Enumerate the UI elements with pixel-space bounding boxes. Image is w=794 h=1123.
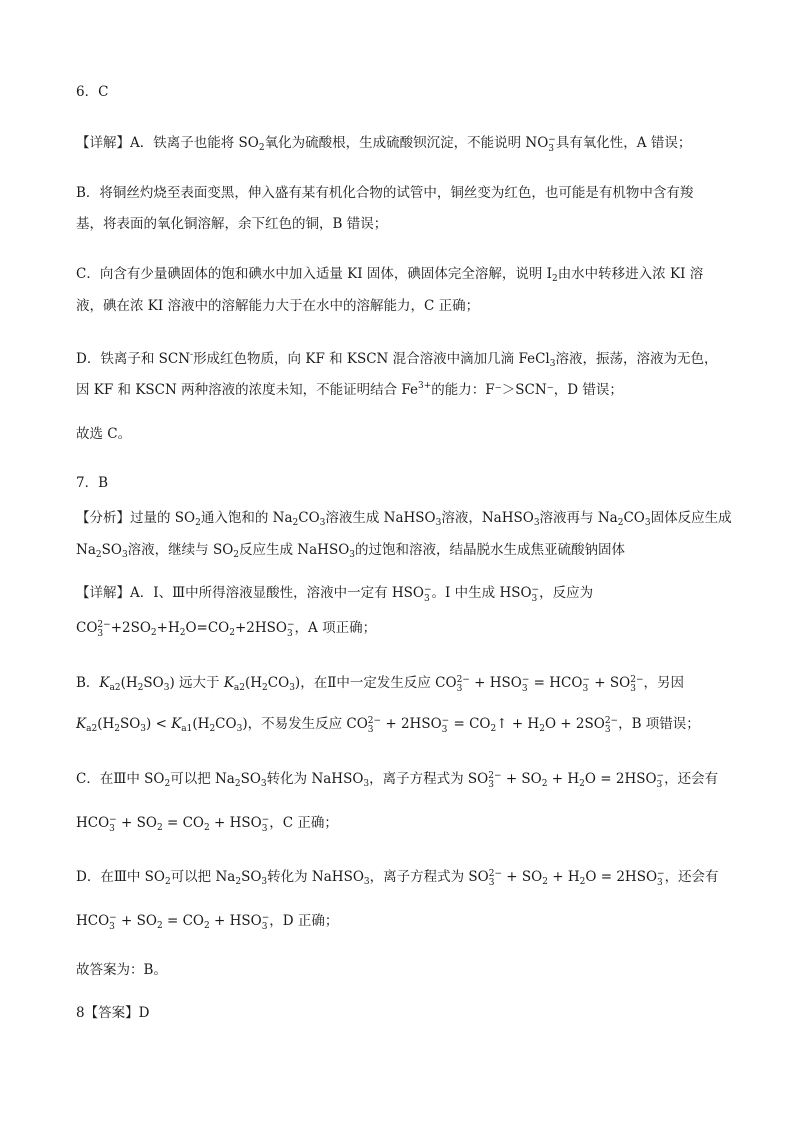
text-segment: 【分析】过量的 SO [76, 510, 196, 526]
text-segment: HCO [76, 815, 110, 831]
subscript: 2 [234, 779, 241, 789]
text-line-q6-d-2 [76, 376, 724, 400]
subscript: 2 [195, 518, 201, 528]
text-segment: SO [241, 869, 262, 885]
text-segment: = CO [449, 716, 491, 732]
subscript: a2 [233, 683, 245, 693]
text-segment: + H [547, 869, 580, 885]
ion-subscript: 3 [261, 922, 268, 932]
ion-subscript: 3 [604, 725, 611, 735]
line-text: 故答案为：B。 [76, 962, 167, 978]
ion-subscript: 3 [109, 824, 115, 834]
subscript: 2 [262, 683, 268, 693]
superscript: - [190, 350, 194, 360]
text-segment: ，离子方程式为 SO [369, 869, 489, 885]
text-segment: ，C 正确； [269, 815, 338, 831]
text-segment: CO [76, 620, 98, 636]
italic-symbol: K [99, 675, 110, 691]
ion-subscript: 3 [521, 684, 528, 694]
subscript: 3 [121, 550, 128, 560]
text-segment: 溶液，振荡，溶液为无色， [555, 351, 718, 367]
ion-charge: 2− [456, 675, 470, 685]
text-segment: O=CO [185, 620, 230, 636]
text-segment: HCO [76, 913, 110, 929]
subscript: 2 [137, 683, 144, 693]
ion-subscript: 3 [286, 629, 293, 639]
subscript: 3 [533, 518, 540, 528]
text-line-q7-analysis-2 [76, 540, 724, 565]
subscript: 2 [156, 921, 163, 931]
subscript: 2 [579, 877, 586, 887]
text-segment: + SO [116, 815, 157, 831]
ion-charge: − [441, 716, 450, 726]
subscript: 2 [156, 823, 163, 833]
text-line-q6-number [76, 82, 724, 102]
ion-subscript: 3 [367, 725, 374, 735]
subscript: 2 [203, 823, 210, 833]
subscript: 2 [95, 550, 102, 560]
text-line-q6-d-1 [76, 345, 724, 374]
text-segment: 溶液，继续与 SO [127, 542, 234, 558]
ion-charge-stack [457, 676, 470, 694]
subscript: 2 [150, 628, 157, 638]
ion-charge-stack [368, 717, 381, 735]
text-segment: + HSO [469, 675, 522, 691]
text-line-q7-c-2 [76, 813, 724, 838]
text-line-q7-c-1 [76, 769, 724, 794]
text-segment: 可以把 Na [170, 771, 235, 787]
text-segment: + H [547, 771, 580, 787]
ion-charge: − [286, 620, 295, 630]
text-segment: 的过饱和溶液，结晶脱水生成焦亚硫酸钠固体 [355, 542, 625, 558]
text-segment: SO [143, 675, 164, 691]
subscript: 2 [203, 921, 210, 931]
ion-charge-stack [532, 586, 540, 604]
text-segment: SO [240, 771, 261, 787]
text-segment: + SO [502, 869, 543, 885]
text-segment: (H [120, 675, 138, 691]
line-text: 液，碘在浓 KI 溶液中的溶解能力大于在水中的溶解能力，C 正确； [76, 298, 480, 314]
subscript: 2 [164, 779, 171, 789]
text-segment: C．向含有少量碘固体的饱和碘水中加入适量 KI 固体，碘固体完全溶解，说明 I [76, 266, 552, 282]
ion-charge: 2− [630, 675, 644, 685]
ion-charge: 2− [367, 716, 382, 726]
subscript: 3 [261, 877, 268, 887]
text-segment: ，反应为 [539, 585, 594, 601]
text-segment: 转化为 NaHSO [266, 771, 364, 787]
text-segment: ) 远大于 [169, 675, 224, 691]
text-segment: 形成红色物质，向 KF 和 KSCN 混合溶液中滴加几滴 FeCl [193, 351, 550, 367]
subscript: 2 [114, 724, 120, 734]
subscript: 3 [289, 683, 295, 693]
text-segment: )，不易发生反应 CO [242, 716, 368, 732]
ion-subscript: 3 [531, 594, 538, 604]
ion-charge: − [582, 675, 590, 685]
text-segment: 因 KF 和 KSCN 两种溶液的浓度未知，不能证明结合 Fe [76, 382, 419, 398]
subscript: 2 [539, 724, 545, 734]
text-segment: 氧化为硫酸根，生成硫酸钡沉淀，不能说明 NO [264, 135, 549, 151]
text-segment: 溶液再与 Na [539, 510, 618, 526]
subscript: a2 [86, 724, 98, 734]
text-segment: 的能力：F⁻＞SCN⁻，D 错误； [431, 382, 623, 398]
ion-charge: − [656, 771, 665, 781]
text-segment: C．在Ⅲ中 SO [76, 771, 165, 787]
text-segment: +2HSO [234, 620, 287, 636]
subscript: 2 [541, 779, 548, 789]
text-segment: 溶液生成 NaHSO [325, 510, 436, 526]
ion-charge-stack [548, 136, 556, 154]
text-line-q7-number [76, 473, 724, 493]
text-segment: + HSO [209, 815, 262, 831]
text-segment: (H [245, 675, 263, 691]
text-line-q6-c-2 [76, 296, 724, 316]
ion-charge-stack [582, 676, 590, 694]
subscript: 3 [363, 779, 370, 789]
ion-charge: − [261, 913, 270, 923]
text-segment: ，另因 [643, 675, 684, 691]
ion-subscript: 3 [657, 878, 663, 888]
text-segment: 。I 中生成 HSO [431, 585, 532, 601]
ion-subscript: 3 [488, 780, 494, 790]
text-line-q7-conclusion [76, 960, 724, 980]
subscript: 2 [209, 724, 216, 734]
subscript: 2 [617, 518, 624, 528]
text-segment: +2SO [110, 620, 151, 636]
text-segment: CO [298, 510, 320, 526]
subscript: 2 [490, 724, 497, 734]
text-segment: B． [76, 675, 100, 691]
ion-charge: − [109, 913, 117, 923]
subscript: 2 [551, 274, 558, 284]
text-segment: D．在Ⅲ中 SO [76, 869, 165, 885]
subscript: 2 [579, 779, 585, 789]
ion-charge-stack [657, 772, 665, 790]
subscript: 3 [644, 518, 651, 528]
text-line-q6-detail-a [76, 133, 724, 158]
ion-charge-stack [109, 914, 117, 932]
text-segment: 由水中转移进入浓 KI 溶 [557, 266, 704, 282]
subscript: 3 [363, 877, 370, 887]
text-line-q6-b-1 [76, 183, 724, 203]
text-line-q8-answer [76, 1003, 724, 1023]
ion-charge: − [548, 135, 556, 145]
subscript: 3 [349, 550, 355, 560]
ion-subscript: 3 [630, 684, 636, 694]
subscript: 2 [233, 550, 240, 560]
text-segment: ，还会有 [664, 771, 719, 787]
italic-symbol: K [223, 675, 234, 691]
text-segment: ，离子方程式为 SO [369, 771, 489, 787]
ion-charge: − [423, 585, 432, 595]
subscript: 3 [236, 724, 243, 734]
text-segment: 溶液，NaHSO [441, 510, 534, 526]
text-segment: ) < [146, 716, 172, 732]
ion-charge: 2− [604, 716, 619, 726]
ion-subscript: 3 [97, 629, 104, 639]
text-segment: SO [119, 716, 141, 732]
subscript: 3 [163, 683, 170, 693]
ion-subscript: 3 [548, 144, 554, 154]
ion-charge: − [657, 869, 665, 879]
line-text: B．将铜丝灼烧至表面变黑，伸入盛有某有机化合物的试管中，铜丝变为红色，也可能是有机物中含有羧 [76, 185, 694, 201]
ion-subscript: 3 [441, 725, 448, 735]
ion-charge: 2− [488, 869, 503, 879]
ion-subscript: 3 [261, 824, 268, 834]
text-segment: + SO [116, 913, 157, 929]
subscript: 3 [435, 518, 442, 528]
ion-subscript: 3 [109, 922, 115, 932]
ion-subscript: 3 [656, 780, 663, 790]
text-segment: (H [192, 716, 210, 732]
text-segment: ，B 项错误； [618, 716, 700, 732]
ion-charge: − [109, 815, 117, 825]
text-segment: + 2HSO [381, 716, 442, 732]
subscript: 3 [140, 724, 147, 734]
text-segment: 【详解】A．铁离子也能将 SO [76, 135, 259, 151]
text-segment: CO [623, 510, 645, 526]
ion-charge-stack [630, 676, 643, 694]
subscript: a1 [181, 724, 193, 734]
text-segment: = CO [162, 815, 204, 831]
line-text: 8【答案】D [76, 1005, 150, 1021]
subscript: a2 [109, 683, 121, 693]
subscript: 2 [292, 518, 299, 528]
text-segment: D．铁离子和 SCN [76, 351, 191, 367]
text-line-q7-d-2 [76, 911, 724, 936]
text-segment: 转化为 NaHSO [267, 869, 364, 885]
text-line-q7-d-1 [76, 867, 724, 892]
line-text: 7．B [76, 475, 109, 491]
text-segment: 具有氧化性，A 错误； [555, 135, 692, 151]
text-segment: Na [76, 542, 96, 558]
subscript: 3 [549, 359, 556, 369]
text-segment: = HCO [529, 675, 583, 691]
ion-charge-stack [109, 816, 117, 834]
text-segment: 固体反应生成 [650, 510, 732, 526]
text-line-q7-analysis-1 [76, 508, 732, 533]
ion-charge-stack [605, 717, 618, 735]
subscript: 2 [179, 628, 186, 638]
text-segment: 可以把 Na [170, 869, 236, 885]
line-text: 6．C [76, 84, 109, 100]
text-segment: ↑ + H [496, 716, 540, 732]
text-segment: )，在Ⅱ中一定发生反应 CO [294, 675, 457, 691]
ion-charge: − [261, 815, 270, 825]
ion-charge-stack [657, 870, 665, 888]
subscript: 2 [229, 628, 235, 638]
ion-charge: 2− [488, 771, 502, 781]
text-segment: CO [215, 716, 237, 732]
line-text: 故选 C。 [76, 426, 132, 442]
text-segment: 反应生成 NaHSO [239, 542, 350, 558]
ion-charge-stack [488, 772, 501, 790]
text-segment: ，A 项正确； [294, 620, 377, 636]
text-segment: (H [97, 716, 115, 732]
text-line-q6-conclusion [76, 424, 724, 444]
subscript: 2 [258, 143, 265, 153]
ion-charge-stack [424, 586, 432, 604]
ion-subscript: 3 [456, 684, 463, 694]
ion-charge-stack [489, 870, 502, 888]
text-segment: O + 2SO [544, 716, 605, 732]
ion-charge: − [521, 675, 530, 685]
text-segment: 【详解】A．I、Ⅲ中所得溶液显酸性，溶液中一定有 HSO [76, 585, 424, 601]
text-segment: = CO [162, 913, 204, 929]
text-segment: O = 2HSO [585, 869, 658, 885]
text-segment: + SO [590, 675, 631, 691]
subscript: 2 [164, 877, 171, 887]
text-line-q7-b-2 [76, 714, 724, 739]
ion-subscript: 3 [582, 684, 589, 694]
text-segment: O = 2HSO [584, 771, 657, 787]
text-line-q6-b-2 [76, 214, 724, 234]
text-segment: ，还会有 [664, 869, 719, 885]
ion-subscript: 3 [488, 878, 495, 888]
text-segment: ，D 正确； [269, 913, 339, 929]
text-segment: SO [101, 542, 122, 558]
text-line-q7-detail-a-2 [76, 618, 724, 643]
subscript: 3 [260, 779, 267, 789]
ion-charge-stack [97, 621, 110, 639]
text-segment: CO [267, 675, 290, 691]
ion-charge: 2− [97, 620, 111, 630]
italic-symbol: K [171, 716, 182, 732]
subscript: 2 [235, 877, 242, 887]
line-text: 基，将表面的氧化铜溶解，余下红色的铜，B 错误； [76, 216, 388, 232]
ion-charge: − [531, 585, 540, 595]
text-line-q7-b-1 [76, 673, 724, 698]
ion-charge-stack [287, 621, 295, 639]
subscript: 3 [319, 518, 326, 528]
text-segment: + HSO [209, 913, 262, 929]
text-segment: +H [156, 620, 180, 636]
ion-subscript: 3 [423, 594, 430, 604]
subscript: 2 [542, 877, 548, 887]
superscript: 3+ [418, 381, 432, 391]
text-segment: + SO [501, 771, 542, 787]
text-segment: 通入饱和的 Na [200, 510, 293, 526]
text-line-q7-detail-a-1 [76, 583, 724, 604]
text-line-q6-c-1 [76, 264, 724, 289]
italic-symbol: K [76, 716, 87, 732]
